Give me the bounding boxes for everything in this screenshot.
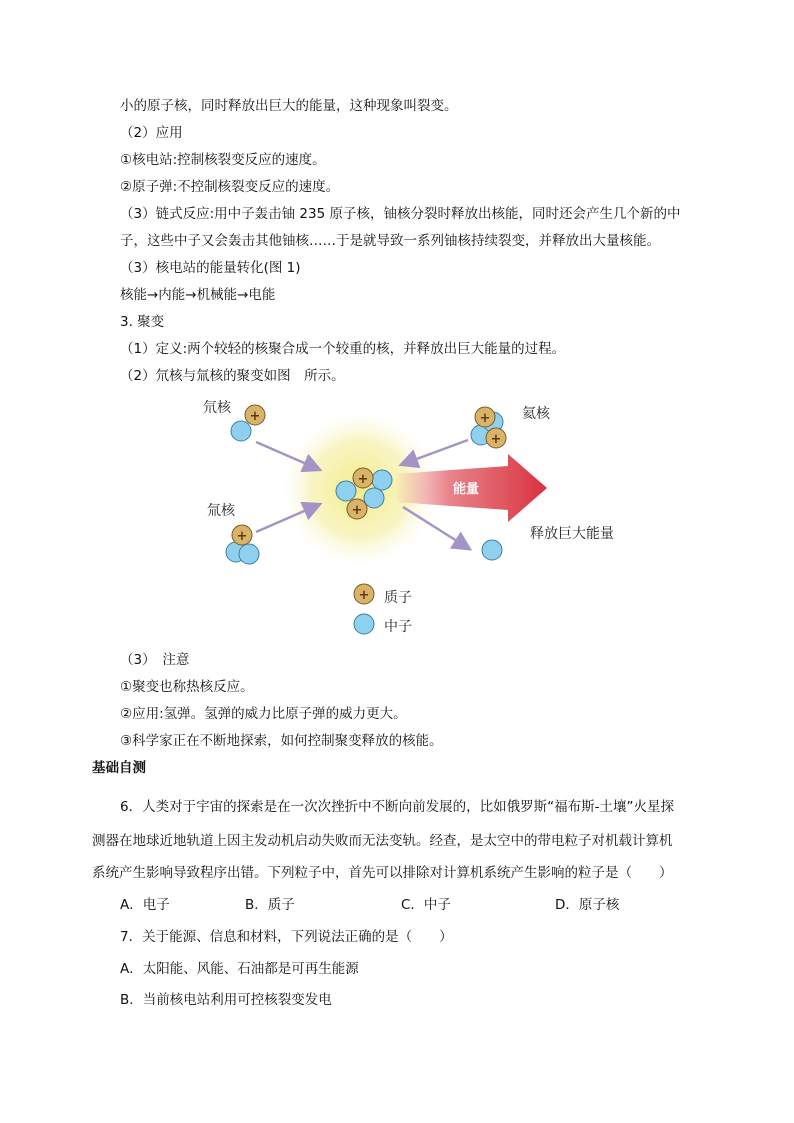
question-text: 系统产生影响导致程序出错。下列粒子中，首先可以排除对计算机系统产生影响的粒子是（ ） <box>92 865 673 881</box>
section-heading: 基础自测 <box>92 760 146 776</box>
text-line: （3）核电站的能量转化(图 1) <box>120 260 301 276</box>
option-a: A．电子 <box>120 897 170 913</box>
option-c: C．中子 <box>401 897 451 913</box>
text-line: ②原子弹:不控制核裂变反应的速度。 <box>120 179 340 195</box>
text-line: ①核电站:控制核裂变反应的速度。 <box>120 152 326 168</box>
neutron-particle <box>336 481 356 501</box>
option-a: A．太阳能、风能、石油都是可再生能源 <box>120 961 359 977</box>
option-d: D．原子核 <box>555 897 620 913</box>
plus-icon: + <box>357 472 369 487</box>
plus-icon: + <box>358 588 370 603</box>
legend-neutron-label: 中子 <box>384 619 412 635</box>
question-text: 7．关于能源、信息和材料，下列说法正确的是（ ） <box>120 929 453 945</box>
question-text: 测器在地球近地轨道上因主发动机启动失败而无法变轨。经查，是太空中的带电粒子对机载计算机 <box>92 833 673 849</box>
plus-icon: + <box>479 411 491 426</box>
text-line: 核能→内能→机械能→电能 <box>120 287 276 303</box>
option-b: B．当前核电站利用可控核裂变发电 <box>120 992 332 1008</box>
neutron-particle <box>482 540 502 560</box>
legend-proton-label: 质子 <box>384 590 412 606</box>
section-heading: 3. 聚变 <box>120 314 165 330</box>
option-b: B．质子 <box>245 897 295 913</box>
text-line: （2）应用 <box>120 125 183 141</box>
legend-neutron-swatch <box>354 614 374 634</box>
text-line: （1）定义:两个较轻的核聚合成一个较重的核，并释放出巨大能量的过程。 <box>120 341 566 357</box>
neutron-particle <box>239 544 259 564</box>
tritium-label: 氚核 <box>207 503 235 519</box>
text-line: ②应用:氢弹。氢弹的威力比原子弹的威力更大。 <box>120 706 407 722</box>
text-line: 子，这些中子又会轰击其他铀核……于是就导致一系列铀核持续裂变，并释放出大量核能。 <box>120 233 660 249</box>
text-line: ③科学家正在不断地探索，如何控制聚变释放的核能。 <box>120 733 443 749</box>
text-line: ①聚变也称热核反应。 <box>120 679 254 695</box>
release-energy-label: 释放巨大能量 <box>530 526 614 542</box>
neutron-particle <box>231 421 251 441</box>
text-line: 小的原子核，同时释放出巨大的能量，这种现象叫裂变。 <box>120 98 458 114</box>
plus-icon: + <box>249 409 261 424</box>
plus-icon: + <box>351 503 363 518</box>
neutron-particle <box>372 470 392 490</box>
neutron-particle <box>364 488 384 508</box>
energy-label: 能量 <box>453 482 480 497</box>
helium-label: 氦核 <box>522 406 550 422</box>
text-line: （3） 注意 <box>120 652 190 668</box>
question-text: 6．人类对于宇宙的探索是在一次次挫折中不断向前发展的，比如俄罗斯“福布斯-土壤”火星探 <box>120 799 674 815</box>
plus-icon: + <box>490 432 502 447</box>
text-line: （2）氘核与氚核的聚变如图 所示。 <box>120 368 345 384</box>
plus-icon: + <box>236 529 248 544</box>
text-line: （3）链式反应:用中子轰击铀 235 原子核，铀核分裂时释放出核能，同时还会产生几个新的中 <box>120 206 681 222</box>
deuterium-label: 氘核 <box>203 400 231 416</box>
